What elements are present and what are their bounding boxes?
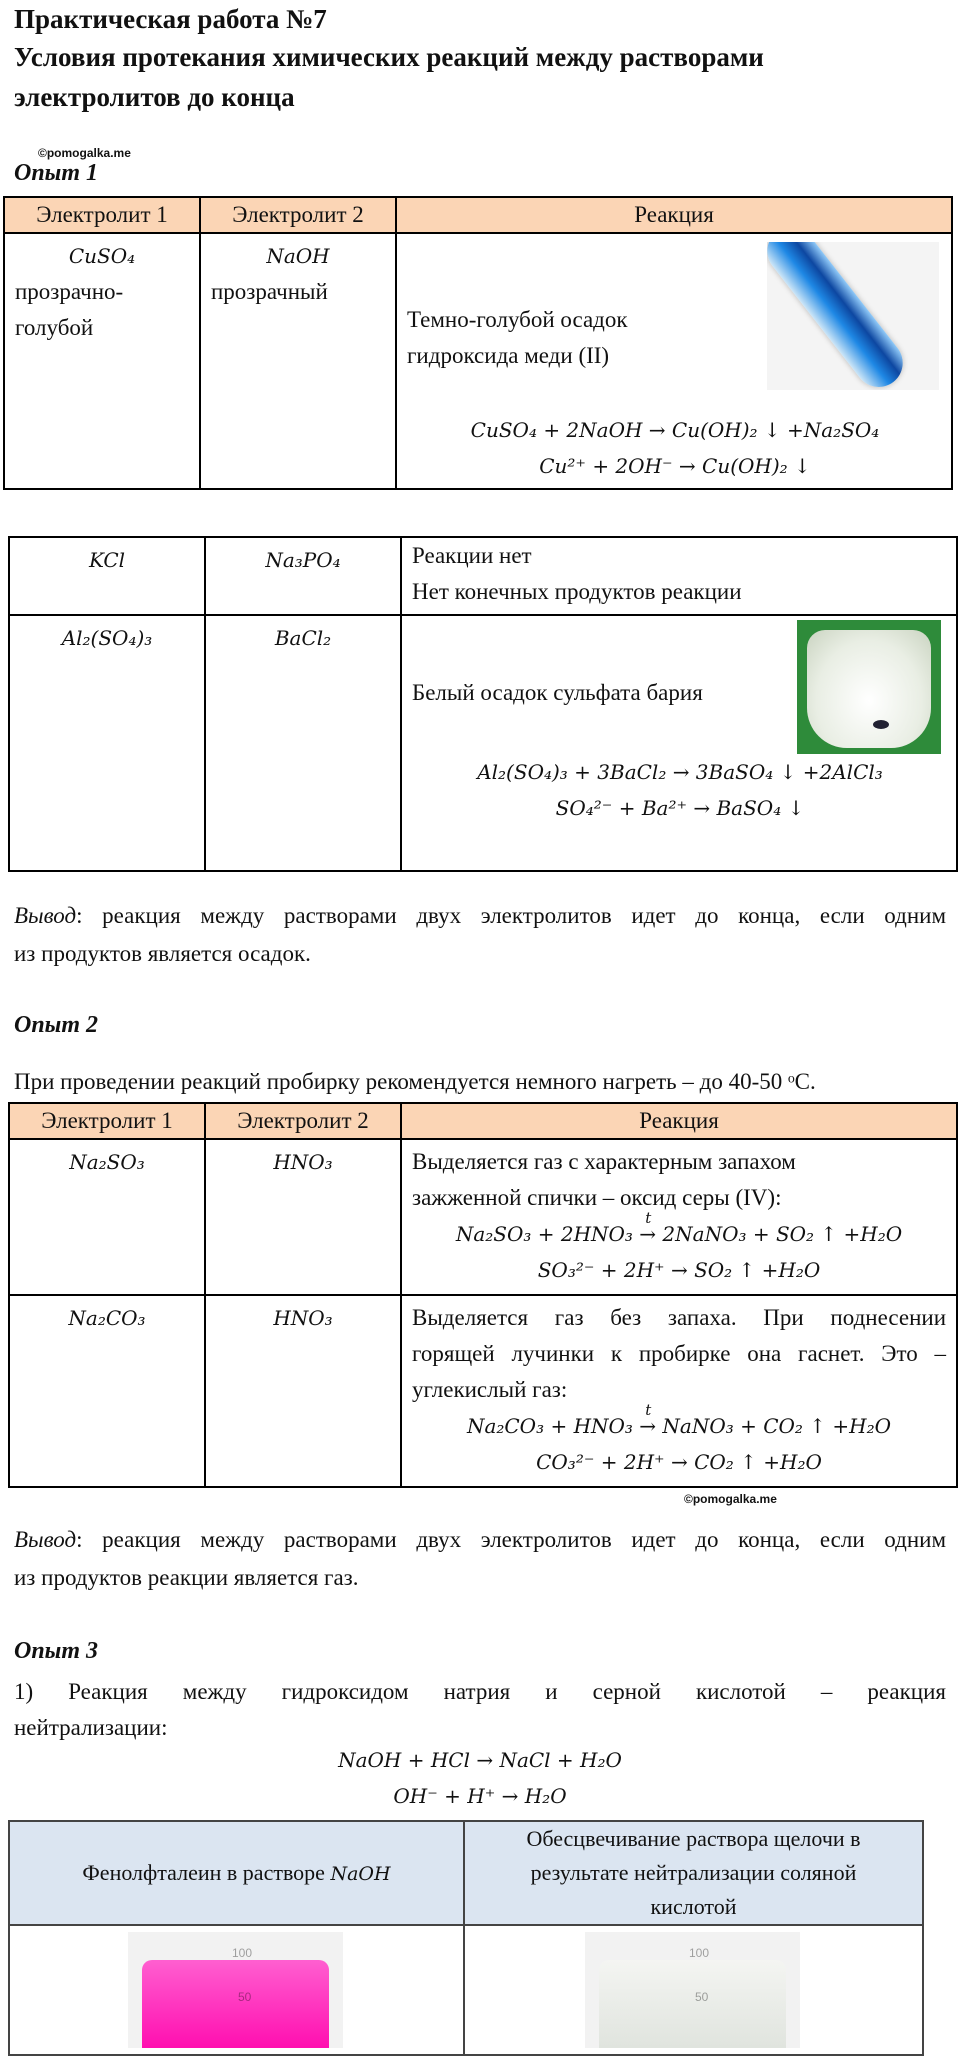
reaction-text-2: гидроксида меди (II) xyxy=(407,343,610,368)
formula-kcl: KCl xyxy=(88,548,126,572)
exp2-intro: При проведении реакций пробирку рекомендуется немного нагреть – до 40-50 ᵒС. xyxy=(14,1069,816,1094)
formula-hno3: HNO₃ xyxy=(273,1306,333,1330)
exp1-conclusion-line1 xyxy=(14,898,946,934)
heating-symbol: t xyxy=(645,1209,652,1227)
neutralization-equation-molecular: NaOH + HCl → NaCl + H₂O xyxy=(338,1748,622,1772)
cell-carbonate-reaction xyxy=(401,1295,957,1487)
no-products-text: Нет конечных продуктов реакции xyxy=(412,579,742,604)
barium-reaction-text: Белый осадок сульфата бария xyxy=(412,680,703,705)
barium-equation-molecular: Al₂(SO₄)₃ + 3BaCl₂ → 3BaSO₄ ↓ +2AlCl₃ xyxy=(477,760,883,784)
pink-flask-cell xyxy=(9,1925,464,2055)
carbonate-equation-molecular: Na₂CO₃ + HNO₃ t → NaNO₃ + CO₂ ↑ +H₂O xyxy=(412,1408,946,1444)
formula-bacl2: BaCl₂ xyxy=(274,626,332,650)
cell-electrolyte-2 xyxy=(200,233,396,489)
formula-naoh: NaOH xyxy=(266,244,330,268)
conclusion-label: Вывод xyxy=(14,903,77,928)
experiment-3-label: Опыт 3 xyxy=(14,1638,98,1664)
cell-sulfite-reaction xyxy=(401,1139,957,1295)
exp1-conclusion-line2: из продуктов является осадок. xyxy=(14,941,311,966)
cell-reaction xyxy=(396,233,952,489)
cell-hno3-1 xyxy=(205,1139,401,1295)
page-subtitle-line1: Условия протекания химических реакций между растворами xyxy=(14,42,764,72)
no-reaction-text: Реакции нет xyxy=(412,543,532,568)
formula-hno3: HNO₃ xyxy=(273,1150,333,1174)
phenolphthalein-header: Фенолфталеин в растворе NaOH xyxy=(9,1821,464,1925)
exp1-table-a xyxy=(3,196,953,490)
carbonate-text-2: горящей лучинки к пробирке она гаснет. Это – xyxy=(412,1341,946,1366)
cell-kcl xyxy=(9,537,205,615)
exp3-line2: нейтрализации: xyxy=(14,1715,168,1740)
white-precipitate-image xyxy=(797,620,941,754)
reaction-text-1: Темно-голубой осадок xyxy=(407,307,628,332)
exp2-conclusion-line2: из продуктов реакции является газ. xyxy=(14,1565,359,1590)
pink-flask-image: 100 50 xyxy=(128,1932,343,2048)
exp3-table xyxy=(8,1820,924,2056)
cell-bacl2 xyxy=(205,615,401,871)
equation-molecular: CuSO₄ + 2NaOH → Cu(OH)₂ ↓ +Na₂SO₄ xyxy=(470,418,880,442)
cell-electrolyte-1 xyxy=(4,233,200,489)
decolorization-header: Обесцвечивание раствора щелочи в результате нейтрализации соляной кислотой xyxy=(464,1821,923,1925)
colorless-flask-image: 100 50 xyxy=(585,1932,800,2048)
sulfite-text-2: зажженной спички – оксид серы (IV): xyxy=(412,1185,782,1210)
experiment-1-label: Опыт 1 xyxy=(14,160,98,186)
sulfite-equation-ionic: SO₃²⁻ + 2H⁺ → SO₂ ↑ +H₂O xyxy=(537,1258,821,1282)
conclusion-text: : реакция между растворами двух электролитов идет до конца, если одним xyxy=(76,903,946,928)
heating-symbol: t xyxy=(645,1401,652,1419)
page-title: Практическая работа №7 xyxy=(14,4,327,34)
watermark: ©pomogalka.me xyxy=(684,1492,777,1506)
sulfite-equation-molecular: Na₂SO₃ + 2HNO₃ t → 2NaNO₃ + SO₂ ↑ +H₂O xyxy=(412,1216,946,1252)
clear-flask-cell xyxy=(464,1925,923,2055)
formula-na3po4: Na₃PO₄ xyxy=(265,548,341,572)
cell-na2co3 xyxy=(9,1295,205,1487)
exp1-table-b xyxy=(8,536,958,872)
formula-naoh: NaOH xyxy=(330,1862,391,1885)
electrolyte-1-description: прозрачно-голубой xyxy=(15,279,124,340)
formula-al2so43: Al₂(SO₄)₃ xyxy=(61,626,153,650)
carbonate-text-3: углекислый газ: xyxy=(412,1377,568,1402)
cell-na3po4 xyxy=(205,537,401,615)
carbonate-text-1: Выделяется газ без запаха. При поднесении xyxy=(412,1305,946,1330)
header-reaction: Реакция xyxy=(396,197,952,233)
header-reaction: Реакция xyxy=(401,1103,957,1139)
conclusion-label: Вывод xyxy=(14,1527,77,1552)
blue-test-tube-image xyxy=(767,242,939,390)
header-electrolyte-2: Электролит 2 xyxy=(200,197,396,233)
watermark: ©pomogalka.me xyxy=(38,146,131,160)
equation-ionic: Cu²⁺ + 2OH⁻ → Cu(OH)₂ ↓ xyxy=(539,454,811,478)
experiment-2-label: Опыт 2 xyxy=(14,1012,98,1038)
cell-barium-reaction xyxy=(401,615,957,871)
cell-no-reaction xyxy=(401,537,957,615)
cell-al2so43 xyxy=(9,615,205,871)
formula-na2co3: Na₂CO₃ xyxy=(68,1306,146,1330)
exp2-table xyxy=(8,1102,958,1488)
exp2-conclusion-line1 xyxy=(14,1522,946,1558)
carbonate-equation-ionic: CO₃²⁻ + 2H⁺ → CO₂ ↑ +H₂O xyxy=(536,1450,822,1474)
formula-na2so3: Na₂SO₃ xyxy=(69,1150,145,1174)
neutralization-equation-ionic: OH⁻ + H⁺ → H₂O xyxy=(393,1784,567,1808)
header-electrolyte-1: Электролит 1 xyxy=(9,1103,205,1139)
exp3-line1: 1) Реакция между гидроксидом натрия и серной кислотой – реакция xyxy=(14,1679,946,1704)
page-subtitle-line2: электролитов до конца xyxy=(14,82,295,112)
header-electrolyte-2: Электролит 2 xyxy=(205,1103,401,1139)
conclusion-text: : реакция между растворами двух электролитов идет до конца, если одним xyxy=(76,1527,946,1552)
cell-hno3-2 xyxy=(205,1295,401,1487)
cell-na2so3 xyxy=(9,1139,205,1295)
formula-cuso4: CuSO₄ xyxy=(68,244,136,268)
electrolyte-2-description: прозрачный xyxy=(211,279,328,304)
sulfite-text-1: Выделяется газ с характерным запахом xyxy=(412,1149,796,1174)
header-electrolyte-1: Электролит 1 xyxy=(4,197,200,233)
barium-equation-ionic: SO₄²⁻ + Ba²⁺ → BaSO₄ ↓ xyxy=(555,796,805,820)
